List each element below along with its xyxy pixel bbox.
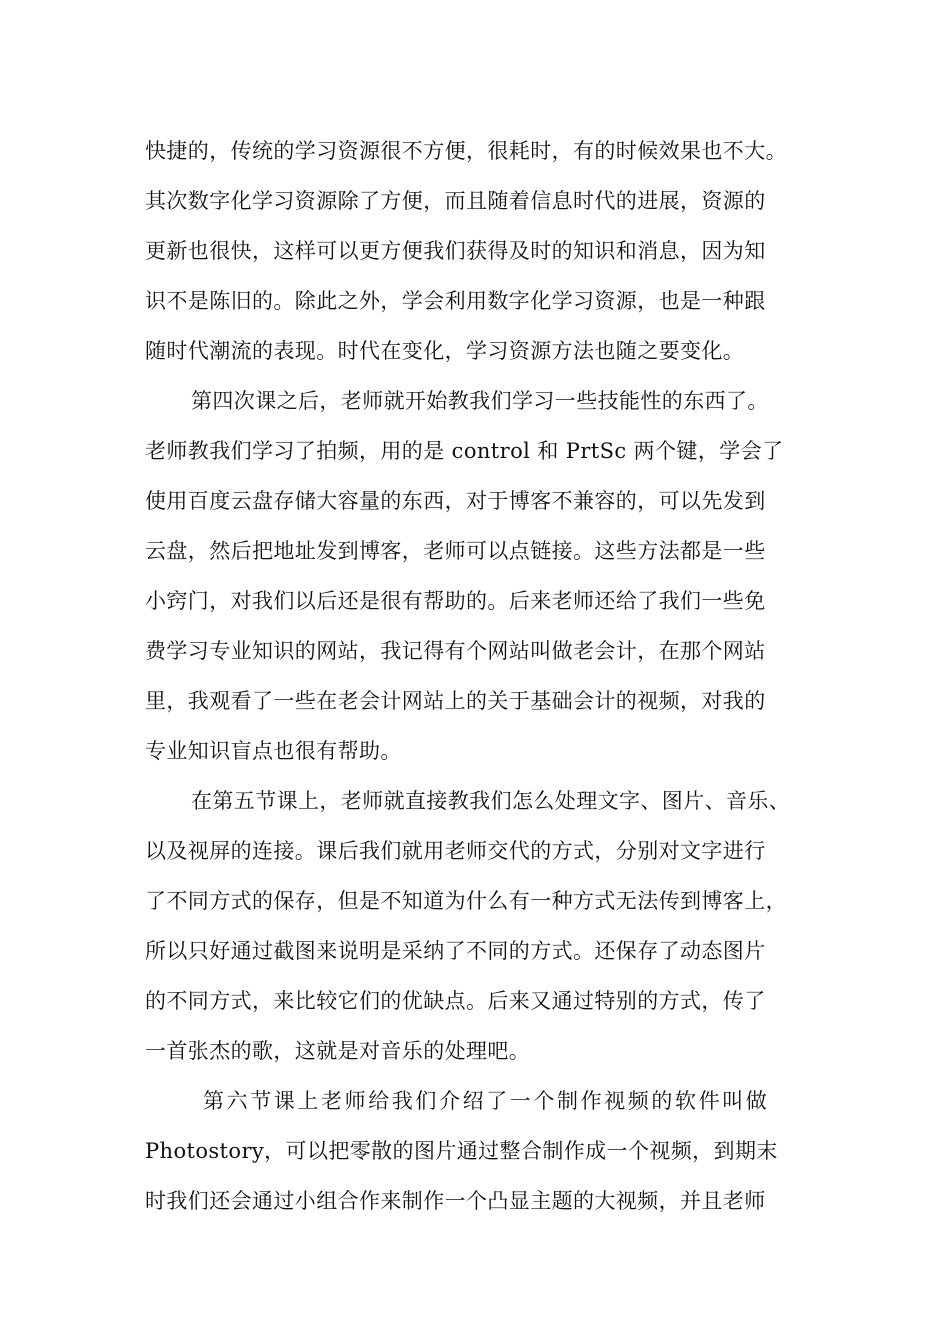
paragraph-first-line: 在第五节课上，老师就直接教我们怎么处理文字、图片、音乐、 bbox=[191, 789, 791, 813]
text-line: 其次数字化学习资源除了方便，而且随着信息时代的进展，资源的 bbox=[145, 189, 766, 213]
text-line: 云盘，然后把地址发到博客，老师可以点链接。这些方法都是一些 bbox=[145, 539, 766, 563]
text-line: 了不同方式的保存，但是不知道为什么有一种方式无法传到博客上， bbox=[145, 889, 787, 913]
text-line: 费学习专业知识的网站，我记得有个网站叫做老会计，在那个网站 bbox=[145, 639, 766, 663]
text-line: 老师教我们学习了拍频，用的是 control 和 PrtSc 两个键，学会了 bbox=[145, 439, 784, 463]
paragraph-first-line: 第六节课上老师给我们介绍了一个制作视频的软件叫做 bbox=[203, 1089, 770, 1113]
text-line: 的不同方式，来比较它们的优缺点。后来又通过特别的方式，传了 bbox=[145, 989, 766, 1013]
text-line: 小窍门，对我们以后还是很有帮助的。后来老师还给了我们一些免 bbox=[145, 589, 766, 613]
body-text bbox=[145, 126, 810, 1226]
text-line: Photostory，可以把零散的图片通过整合制作成一个视频，到期末 bbox=[145, 1139, 778, 1163]
text-line: 使用百度云盘存储大容量的东西，对于博客不兼容的，可以先发到 bbox=[145, 489, 766, 513]
text-line: 专业知识盲点也很有帮助。 bbox=[145, 739, 402, 763]
text-line: 以及视屏的连接。课后我们就用老师交代的方式，分别对文字进行 bbox=[145, 839, 766, 863]
paragraph-first-line: 第四次课之后，老师就开始教我们学习一些技能性的东西了。 bbox=[191, 389, 769, 413]
text-line: 快捷的，传统的学习资源很不方便，很耗时，有的时候效果也不大。 bbox=[145, 139, 787, 163]
text-line: 更新也很快，这样可以更方便我们获得及时的知识和消息，因为知 bbox=[145, 239, 766, 263]
text-line: 一首张杰的歌，这就是对音乐的处理吧。 bbox=[145, 1039, 531, 1063]
text-line: 所以只好通过截图来说明是采纳了不同的方式。还保存了动态图片 bbox=[145, 939, 766, 963]
text-line: 随时代潮流的表现。时代在变化，学习资源方法也随之要变化。 bbox=[145, 339, 745, 363]
text-line: 时我们还会通过小组合作来制作一个凸显主题的大视频，并且老师 bbox=[145, 1189, 766, 1213]
text-line: 里，我观看了一些在老会计网站上的关于基础会计的视频，对我的 bbox=[145, 689, 766, 713]
text-line: 识不是陈旧的。除此之外，学会利用数字化学习资源，也是一种跟 bbox=[145, 289, 766, 313]
